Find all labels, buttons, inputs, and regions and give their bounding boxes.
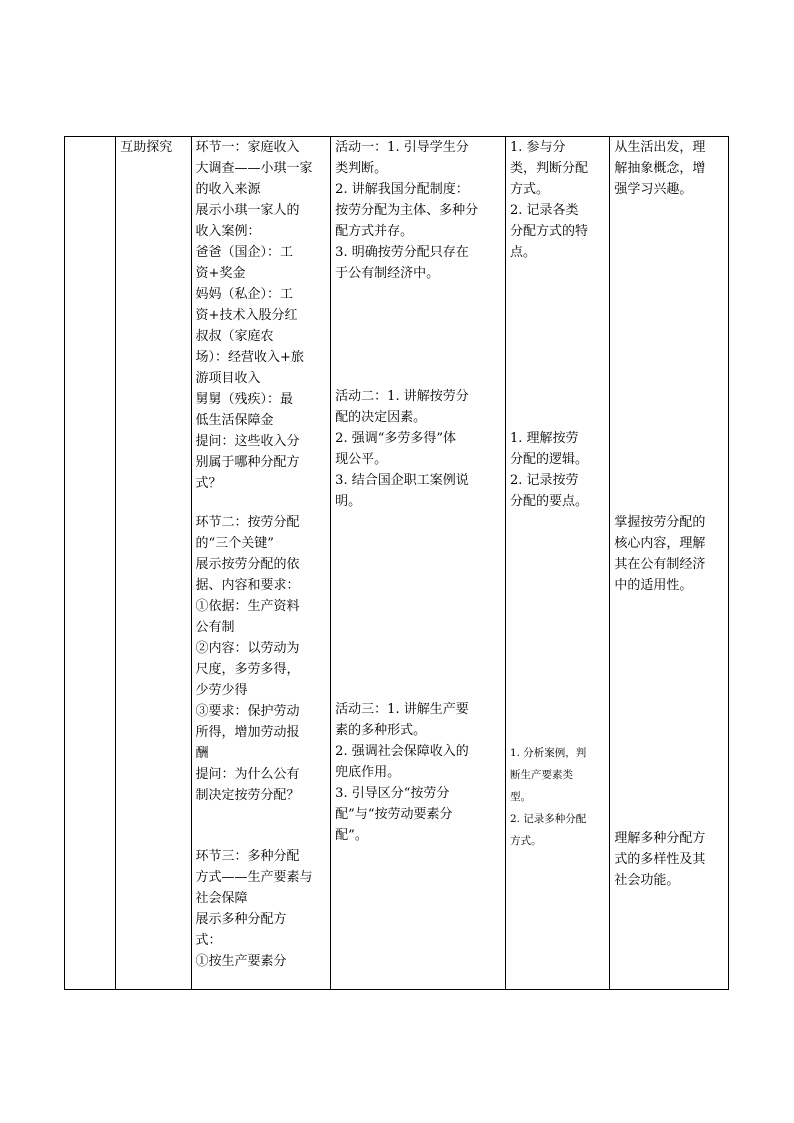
- segment-3-teacher: 活动三：1. 讲解生产要 素的多种形式。 2. 强调社会保障收入的 兜底作用。 3. 引导区分“按劳分 配”与“按劳动要素分 配”。: [335, 702, 469, 843]
- stage-cell: [116, 137, 191, 990]
- segment-1-content: 环节一：家庭收入 大调查——小琪一家 的收入来源 展示小琪一家人的 收入案例： 爸爸（国企）：工 资+奖金 妈妈（私企）：工 资+技术入股分红 叔叔（家庭农 场）：经营收入+旅 游项目收入 舅舅（残疾）：最 低生活保障金 提问：这些收入分 别属于哪种分配方 式？: [195, 140, 313, 491]
- table-row: [65, 137, 729, 990]
- student-activity-cell: [505, 137, 609, 990]
- teacher-activity-cell: [331, 137, 506, 990]
- segment-2-content: 环节二：按劳分配 的“三个关键” 展示按劳分配的依 据、内容和要求： ①依据：生产资料 公有制 ②内容：以劳动为 尺度，多劳多得， 少劳少得 ③要求：保护劳动 所得，增加劳动报 酬 提问：为什么公有 制决定按劳分配？: [195, 515, 300, 803]
- lesson-plan-table: [64, 136, 729, 990]
- segment-3-intent: 理解多种分配方 式的多样性及其 社会功能。: [614, 831, 706, 888]
- segment-3-student: 1. 分析案例，判 断生产要素类 型。 2. 记录多种分配 方式。: [509, 747, 587, 847]
- segment-1-teacher: 活动一：1. 引导学生分 类判断。 2. 讲解我国分配制度： 按劳分配为主体、多种分 配方式并存。 3. 明确按劳分配只存在 于公有制经济中。: [335, 140, 479, 281]
- content-cell: [191, 137, 331, 990]
- segment-1-intent: 从生活出发，理 解抽象概念，增 强学习兴趣。: [614, 140, 706, 197]
- segment-3-content: 环节三：多种分配 方式——生产要素与 社会保障 展示多种分配方 式： ①按生产要素分: [195, 849, 313, 969]
- segment-1-student: 1. 参与分 类，判断分配 方式。 2. 记录各类 分配方式的特 点。: [509, 140, 588, 260]
- segment-2-teacher: 活动二：1. 讲解按劳分 配的决定因素。 2. 强调“多劳多得”体 现公平。 3. 结合国企职工案例说 明。: [335, 389, 469, 509]
- segment-2-student: 1. 理解按劳 分配的逻辑。 2. 记录按劳 分配的要点。: [509, 431, 588, 509]
- empty-cell: [65, 137, 116, 990]
- design-intent-cell: [610, 137, 729, 990]
- stage-label: 互助探究: [120, 140, 173, 155]
- segment-2-intent: 掌握按劳分配的 核心内容，理解 其在公有制经济 中的适用性。: [614, 515, 706, 593]
